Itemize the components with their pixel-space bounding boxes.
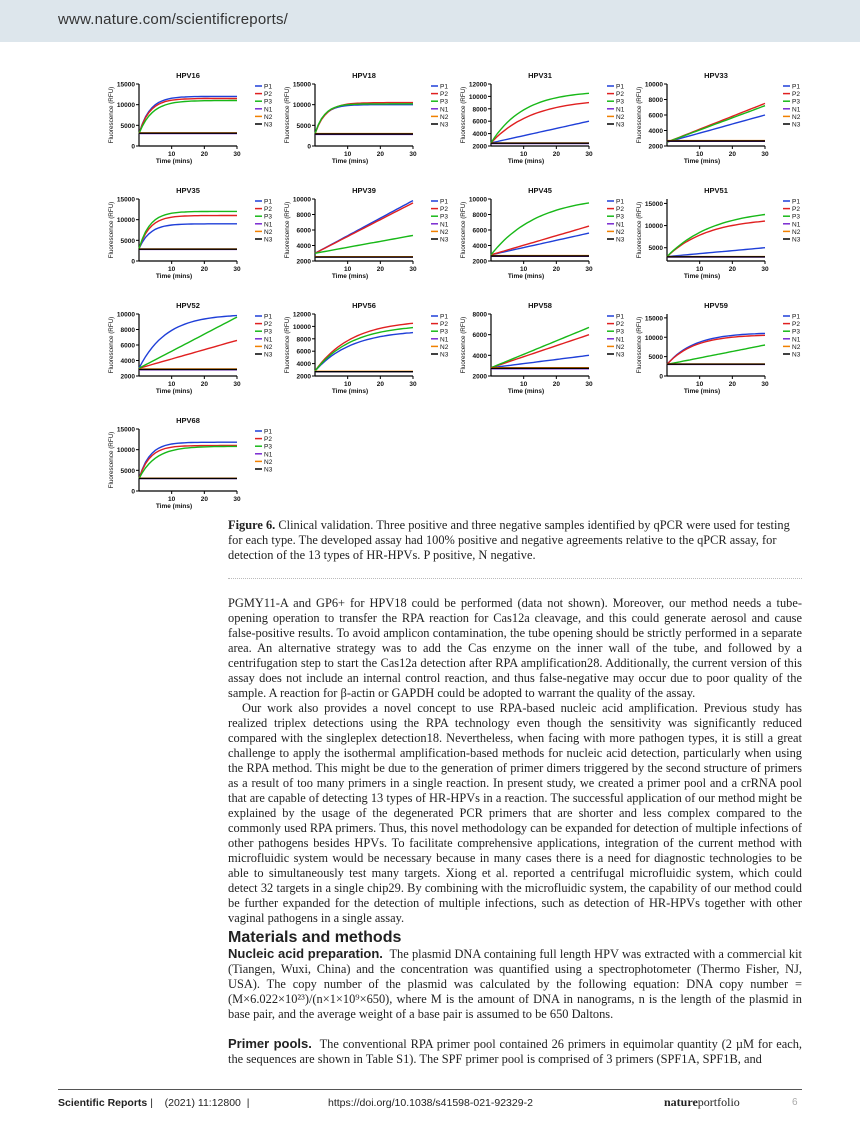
y-tick-label: 2000: [472, 143, 487, 151]
series-line-p2: [315, 203, 413, 253]
legend-label: N2: [440, 228, 449, 236]
y-axis-label: Fluorescence (RFU): [108, 316, 115, 374]
legend-label: P2: [616, 206, 624, 214]
x-tick-label: 10: [344, 151, 352, 158]
x-tick-label: 30: [585, 381, 593, 388]
y-tick-label: 10000: [468, 93, 487, 101]
x-tick-label: 30: [761, 266, 769, 273]
x-tick-label: 30: [233, 151, 241, 158]
x-tick-label: 20: [552, 266, 560, 273]
nucleic-acid-heading: Nucleic acid preparation.: [228, 946, 383, 961]
legend-label: N2: [792, 228, 801, 236]
x-tick-label: 20: [376, 381, 384, 388]
y-tick-label: 10000: [292, 102, 311, 110]
chart-title: HPV51: [704, 186, 728, 195]
legend-label: P1: [264, 428, 272, 436]
y-axis-label: Fluorescence (RFU): [460, 316, 467, 374]
journal-url[interactable]: www.nature.com/scientificreports/: [58, 11, 289, 28]
legend-label: N1: [440, 106, 449, 114]
legend-label: N2: [264, 343, 273, 351]
series-line-p2: [139, 446, 237, 479]
y-tick-label: 8000: [648, 97, 663, 104]
y-tick-label: 0: [131, 143, 135, 151]
y-axis-label: Fluorescence (RFU): [108, 86, 115, 144]
chart-panel-hpv33: [636, 71, 801, 165]
y-tick-label: 8000: [296, 212, 311, 219]
y-axis-label: Fluorescence (RFU): [460, 201, 467, 259]
y-tick-label: 6000: [120, 342, 135, 350]
page-footer: [58, 1089, 802, 1109]
legend-label: N2: [792, 113, 801, 121]
y-axis-label: Fluorescence (RFU): [636, 86, 643, 144]
legend-label: N3: [616, 351, 625, 359]
y-axis-label: Fluorescence (RFU): [108, 201, 115, 259]
chart-title: HPV31: [528, 71, 552, 80]
y-tick-label: 4000: [472, 131, 487, 139]
x-axis-label: Time (mins): [331, 388, 369, 395]
legend-label: N1: [616, 336, 625, 344]
x-tick-label: 10: [168, 496, 176, 503]
y-tick-label: 12000: [468, 81, 487, 89]
y-axis-label: Fluorescence (RFU): [636, 201, 643, 259]
y-tick-label: 5000: [120, 237, 135, 245]
legend-label: N1: [616, 106, 625, 114]
legend-label: P3: [440, 328, 448, 336]
y-tick-label: 10000: [292, 323, 311, 331]
y-tick-label: 2000: [472, 373, 487, 381]
y-tick-label: 8000: [472, 311, 487, 319]
legend-label: N1: [616, 221, 625, 229]
series-line-p1: [491, 233, 589, 255]
legend-label: P3: [440, 213, 448, 221]
x-tick-label: 10: [520, 381, 528, 388]
legend-label: N1: [792, 336, 801, 344]
y-tick-label: 6000: [472, 118, 487, 126]
x-tick-label: 20: [200, 151, 208, 158]
legend-label: P2: [792, 321, 800, 329]
series-line-p1: [315, 105, 413, 134]
series-line-p3: [315, 104, 413, 134]
legend-label: N2: [440, 343, 449, 351]
y-tick-label: 6000: [296, 227, 311, 235]
x-tick-label: 20: [376, 266, 384, 273]
y-tick-label: 0: [659, 373, 663, 381]
chart-panel-hpv52: [108, 301, 273, 395]
legend-label: P3: [264, 443, 272, 451]
footer-doi-link[interactable]: https://doi.org/10.1038/s41598-021-92329-2: [328, 1097, 533, 1109]
legend-label: P3: [264, 98, 272, 106]
y-axis-label: Fluorescence (RFU): [636, 316, 643, 374]
y-tick-label: 2000: [472, 258, 487, 266]
x-tick-label: 10: [696, 151, 704, 158]
legend-label: P1: [792, 313, 800, 321]
series-line-p2: [139, 340, 237, 368]
y-tick-label: 2000: [648, 143, 663, 151]
y-tick-label: 15000: [116, 81, 135, 89]
x-tick-label: 20: [728, 381, 736, 388]
paragraph-2: Our work also provides a novel concept to use RPA-based nucleic acid amplification. Previous study has realized triplex detections using the RPA technology even though the sensitivity was significantly reduced compared with the singleplex detection18. Nevertheless, when facing with more pathogen types, it is still a great challenge to apply the isothermal amplification-based methods for nucleic acid detection, particularly when using the RPA method. This might be due to the generation of primer dimers triggered by the second structure of primers as a result of too many primers in a single reaction. In present study, we created a primer pool and a crRNA pool that are capable of detecting 13 types of HR-HPVs in a reaction. The successful application of our method might be explained by the usage of the degenerated PCR primers that are shorter and less complex compared to the commonly used RPA primers. Thus, this novel methodology can be expanded for detection of multiple infections of other pathogens besides HPVs. To facilitate comprehensive applications, integration of the current method with microfluidic system would be necessary because in many cases there is a need for diagnostic technologies to be able to simultaneously test many targets. Xiong et al. reported a centrifugal microfluidic system, which could detect 32 targets in a single chip29. By combining with the microfluidic system, the capability of our method could be further expanded for the detection of multiple infections, such as detection of HR-HPVs together with other vaginal pathogens in a single assay.: [228, 701, 803, 925]
series-line-p2: [139, 99, 237, 134]
y-tick-label: 5000: [648, 245, 663, 253]
chart-title: HPV16: [176, 71, 200, 80]
series-line-p2: [667, 335, 765, 364]
y-tick-label: 10000: [468, 196, 487, 204]
legend-label: N2: [264, 458, 273, 466]
x-tick-label: 10: [168, 266, 176, 273]
legend-label: P3: [264, 328, 272, 336]
legend-label: P2: [264, 436, 272, 444]
chart-title: HPV35: [176, 186, 200, 195]
legend-label: P1: [440, 198, 448, 206]
legend-label: P3: [792, 98, 800, 106]
y-tick-label: 0: [131, 488, 135, 496]
y-tick-label: 10000: [644, 81, 663, 89]
y-tick-label: 4000: [472, 243, 487, 250]
series-line-p3: [491, 93, 589, 143]
legend-label: N3: [440, 351, 449, 359]
x-axis-label: Time (mins): [155, 503, 193, 510]
x-tick-label: 10: [696, 266, 704, 273]
x-tick-label: 20: [728, 151, 736, 158]
y-tick-label: 10000: [644, 223, 663, 231]
series-line-p1: [667, 333, 765, 364]
legend-label: P2: [792, 206, 800, 214]
x-tick-label: 20: [376, 151, 384, 158]
methods-heading: Materials and methods: [228, 929, 402, 946]
legend-label: N1: [264, 221, 273, 229]
y-axis-label: Fluorescence (RFU): [460, 86, 467, 144]
paragraph-1: PGMY11-A and GP6+ for HPV18 could be performed (data not shown). Moreover, our method needs a tube-opening operation to transfer the RPA reaction for Cas12a cleavage, and this could generate aerosol and cause false-positive results. To avoid amplicon contamination, the tube opening should be strictly performed in a separate area. An alternative strategy was to add the Cas enzyme on the inner wall of the tube, and followed by a centrifugation step to start the Cas12a detection after RPA amplification28. Additionally, the current version of this assay does not include an internal control reaction, and thus false-negative may occur due to poor quality of the sample. A reaction for β-actin or GAPDH could be adopted to warrant the quality of the assay.: [228, 596, 802, 700]
series-line-p1: [315, 333, 413, 371]
series-line-p2: [491, 103, 589, 143]
section-divider: [228, 578, 802, 579]
y-tick-label: 15000: [644, 315, 663, 323]
x-tick-label: 30: [409, 151, 417, 158]
y-tick-label: 12000: [292, 311, 311, 319]
series-line-p2: [667, 221, 765, 257]
primer-pools-section: [228, 1036, 802, 1067]
legend-label: P1: [264, 313, 272, 321]
x-tick-label: 10: [520, 266, 528, 273]
legend-label: P3: [792, 213, 800, 221]
y-tick-label: 10000: [116, 102, 135, 110]
y-tick-label: 15000: [116, 196, 135, 204]
legend-label: N3: [792, 236, 801, 244]
legend-label: P2: [264, 321, 272, 329]
series-line-p3: [667, 345, 765, 364]
series-line-p2: [315, 323, 413, 371]
chart-title: HPV56: [352, 301, 376, 310]
legend-label: N1: [264, 336, 273, 344]
legend-label: N3: [264, 121, 273, 129]
y-tick-label: 10000: [644, 334, 663, 342]
legend-label: P1: [616, 83, 624, 91]
chart-title: HPV68: [176, 416, 200, 425]
y-tick-label: 10000: [292, 196, 311, 204]
series-line-p3: [667, 106, 765, 142]
legend-label: N3: [792, 351, 801, 359]
y-axis-label: Fluorescence (RFU): [284, 86, 291, 144]
chart-panel-hpv58: [460, 301, 625, 395]
y-tick-label: 4000: [296, 361, 311, 369]
y-tick-label: 4000: [648, 128, 663, 135]
legend-label: P3: [616, 328, 624, 336]
legend-label: P1: [440, 83, 448, 91]
legend-label: N2: [792, 343, 801, 351]
x-tick-label: 20: [728, 266, 736, 273]
legend-label: P1: [616, 198, 624, 206]
x-tick-label: 10: [520, 151, 528, 158]
chart-panel-hpv39: [284, 186, 449, 280]
y-axis-label: Fluorescence (RFU): [284, 316, 291, 374]
legend-label: N1: [440, 221, 449, 229]
x-tick-label: 10: [344, 381, 352, 388]
x-tick-label: 30: [233, 496, 241, 503]
legend-label: P3: [440, 98, 448, 106]
legend-label: N1: [264, 451, 273, 459]
chart-panel-hpv18: [284, 71, 449, 165]
series-line-p3: [491, 203, 589, 255]
y-tick-label: 2000: [296, 258, 311, 266]
y-axis-label: Fluorescence (RFU): [284, 201, 291, 259]
legend-label: P3: [616, 98, 624, 106]
y-tick-label: 15000: [292, 81, 311, 89]
series-line-p2: [491, 335, 589, 368]
x-axis-label: Time (mins): [155, 273, 193, 280]
y-tick-label: 5000: [296, 122, 311, 130]
x-tick-label: 30: [585, 266, 593, 273]
legend-label: P2: [264, 91, 272, 99]
x-tick-label: 10: [168, 381, 176, 388]
y-tick-label: 2000: [296, 373, 311, 381]
x-tick-label: 30: [409, 266, 417, 273]
x-axis-label: Time (mins): [331, 158, 369, 165]
x-tick-label: 30: [233, 381, 241, 388]
x-axis-label: Time (mins): [683, 388, 721, 395]
legend-label: N3: [616, 121, 625, 129]
discussion-text: [228, 596, 802, 926]
y-tick-label: 4000: [120, 358, 135, 365]
series-line-p3: [667, 215, 765, 257]
x-tick-label: 20: [552, 381, 560, 388]
chart-title: HPV18: [352, 71, 376, 80]
chart-title: HPV59: [704, 301, 728, 310]
y-tick-label: 6000: [472, 332, 487, 340]
page-number: 6: [792, 1097, 798, 1108]
x-tick-label: 30: [233, 266, 241, 273]
x-tick-label: 30: [761, 151, 769, 158]
legend-label: N2: [616, 228, 625, 236]
legend-label: P2: [440, 91, 448, 99]
y-tick-label: 10000: [116, 217, 135, 225]
x-tick-label: 10: [696, 381, 704, 388]
x-tick-label: 10: [344, 266, 352, 273]
legend-label: N2: [264, 113, 273, 121]
legend-label: P1: [264, 198, 272, 206]
chart-title: HPV45: [528, 186, 552, 195]
legend-label: P2: [264, 206, 272, 214]
legend-label: N3: [616, 236, 625, 244]
legend-label: N2: [264, 228, 273, 236]
legend-label: P3: [616, 213, 624, 221]
caption-label: Figure 6.: [228, 518, 276, 532]
primer-pools-text: The conventional RPA primer pool contained 26 primers in equimolar quantity (2 µM for each, the sequences are shown in Table S1). The SPF primer pool is comprised of 3 primers (SPF1A, SPF1B, and: [228, 1037, 802, 1066]
x-tick-label: 10: [168, 151, 176, 158]
x-axis-label: Time (mins): [507, 273, 545, 280]
y-tick-label: 4000: [296, 243, 311, 250]
figure-caption: [228, 518, 802, 563]
y-tick-label: 6000: [472, 227, 487, 235]
y-tick-label: 4000: [472, 352, 487, 360]
x-axis-label: Time (mins): [507, 158, 545, 165]
y-tick-label: 5000: [120, 467, 135, 475]
legend-label: N1: [792, 221, 801, 229]
y-tick-label: 5000: [648, 354, 663, 362]
legend-label: N2: [616, 343, 625, 351]
chart-panel-hpv51: [636, 186, 801, 280]
y-tick-label: 15000: [644, 200, 663, 208]
chart-panel-hpv59: [636, 301, 801, 395]
legend-label: N2: [440, 113, 449, 121]
y-tick-label: 8000: [472, 106, 487, 114]
legend-label: N2: [616, 113, 625, 121]
series-line-p2: [315, 103, 413, 134]
legend-label: P2: [440, 321, 448, 329]
chart-panel-hpv35: [108, 186, 273, 280]
chart-panel-hpv16: [108, 71, 273, 165]
x-tick-label: 20: [552, 151, 560, 158]
x-tick-label: 30: [409, 381, 417, 388]
x-axis-label: Time (mins): [155, 388, 193, 395]
y-tick-label: 6000: [648, 112, 663, 120]
x-tick-label: 30: [585, 151, 593, 158]
x-axis-label: Time (mins): [155, 158, 193, 165]
legend-label: N1: [264, 106, 273, 114]
y-tick-label: 5000: [120, 122, 135, 130]
y-tick-label: 6000: [296, 348, 311, 356]
legend-label: P3: [792, 328, 800, 336]
series-line-p1: [667, 248, 765, 257]
caption-text: Clinical validation. Three positive and three negative samples identified by qPCR were used for testing for each type. The developed assay had 100% positive and negative agreements relative to the qPCR assay, for detection of the 13 types of HR-HPVs. P positive, N negative.: [228, 518, 790, 562]
x-tick-label: 20: [200, 496, 208, 503]
legend-label: P2: [792, 91, 800, 99]
legend-label: P2: [440, 206, 448, 214]
x-axis-label: Time (mins): [683, 273, 721, 280]
y-tick-label: 10000: [116, 311, 135, 319]
legend-label: P3: [264, 213, 272, 221]
legend-label: N3: [264, 351, 273, 359]
legend-label: N3: [264, 236, 273, 244]
y-tick-label: 15000: [116, 426, 135, 434]
series-line-p1: [139, 224, 237, 249]
chart-panel-hpv45: [460, 186, 625, 280]
x-tick-label: 20: [200, 381, 208, 388]
journal-header-bar: [0, 0, 860, 42]
x-axis-label: Time (mins): [331, 273, 369, 280]
chart-title: HPV33: [704, 71, 728, 80]
legend-label: P1: [440, 313, 448, 321]
series-line-p2: [491, 226, 589, 255]
chart-panel-hpv68: [108, 416, 273, 510]
x-axis-label: Time (mins): [683, 158, 721, 165]
chart-title: HPV52: [176, 301, 200, 310]
primer-pools-heading: Primer pools.: [228, 1036, 312, 1051]
x-axis-label: Time (mins): [507, 388, 545, 395]
legend-label: N3: [440, 121, 449, 129]
x-tick-label: 30: [761, 381, 769, 388]
y-tick-label: 0: [307, 143, 311, 151]
legend-label: N3: [440, 236, 449, 244]
legend-label: N1: [792, 106, 801, 114]
chart-panel-hpv56: [284, 301, 449, 395]
series-line-p1: [667, 115, 765, 142]
chart-title: HPV39: [352, 186, 376, 195]
nucleic-acid-section: [228, 946, 802, 1022]
legend-label: P1: [264, 83, 272, 91]
legend-label: N1: [440, 336, 449, 344]
footer-citation: Scientific Reports | (2021) 11:12800 |: [58, 1097, 250, 1109]
y-tick-label: 10000: [116, 447, 135, 455]
legend-label: P1: [616, 313, 624, 321]
legend-label: P2: [616, 321, 624, 329]
y-tick-label: 8000: [296, 336, 311, 344]
y-tick-label: 8000: [120, 327, 135, 334]
legend-label: N3: [792, 121, 801, 129]
series-line-p3: [139, 317, 237, 368]
figure-6-panels: [95, 66, 815, 510]
legend-label: N3: [264, 466, 273, 474]
x-tick-label: 20: [200, 266, 208, 273]
chart-title: HPV58: [528, 301, 552, 310]
y-axis-label: Fluorescence (RFU): [108, 431, 115, 489]
legend-label: P1: [792, 198, 800, 206]
y-tick-label: 2000: [120, 373, 135, 381]
legend-label: P1: [792, 83, 800, 91]
series-line-p3: [315, 235, 413, 253]
legend-label: P2: [616, 91, 624, 99]
y-tick-label: 0: [131, 258, 135, 266]
chart-panel-hpv31: [460, 71, 625, 165]
publisher-logo: natureportfolio: [664, 1095, 740, 1109]
y-tick-label: 8000: [472, 212, 487, 219]
nucleic-acid-text: The plasmid DNA containing full length HPV was extracted with a commercial kit (Tiangen, Wuxi, China) and the concentration was quantified using a spectrophotometer (Thermo Fisher, NJ, USA). The copy number of the plasmid was calculated by the following equation: DNA copy number = (M×6.022×10²³)/(n×1×10⁹×650), where M is the amount of DNA in nanograms, n is the length of the plasmid in base pair, and the average weight of a base pair is assumed to be 650 Daltons.: [228, 947, 802, 1021]
